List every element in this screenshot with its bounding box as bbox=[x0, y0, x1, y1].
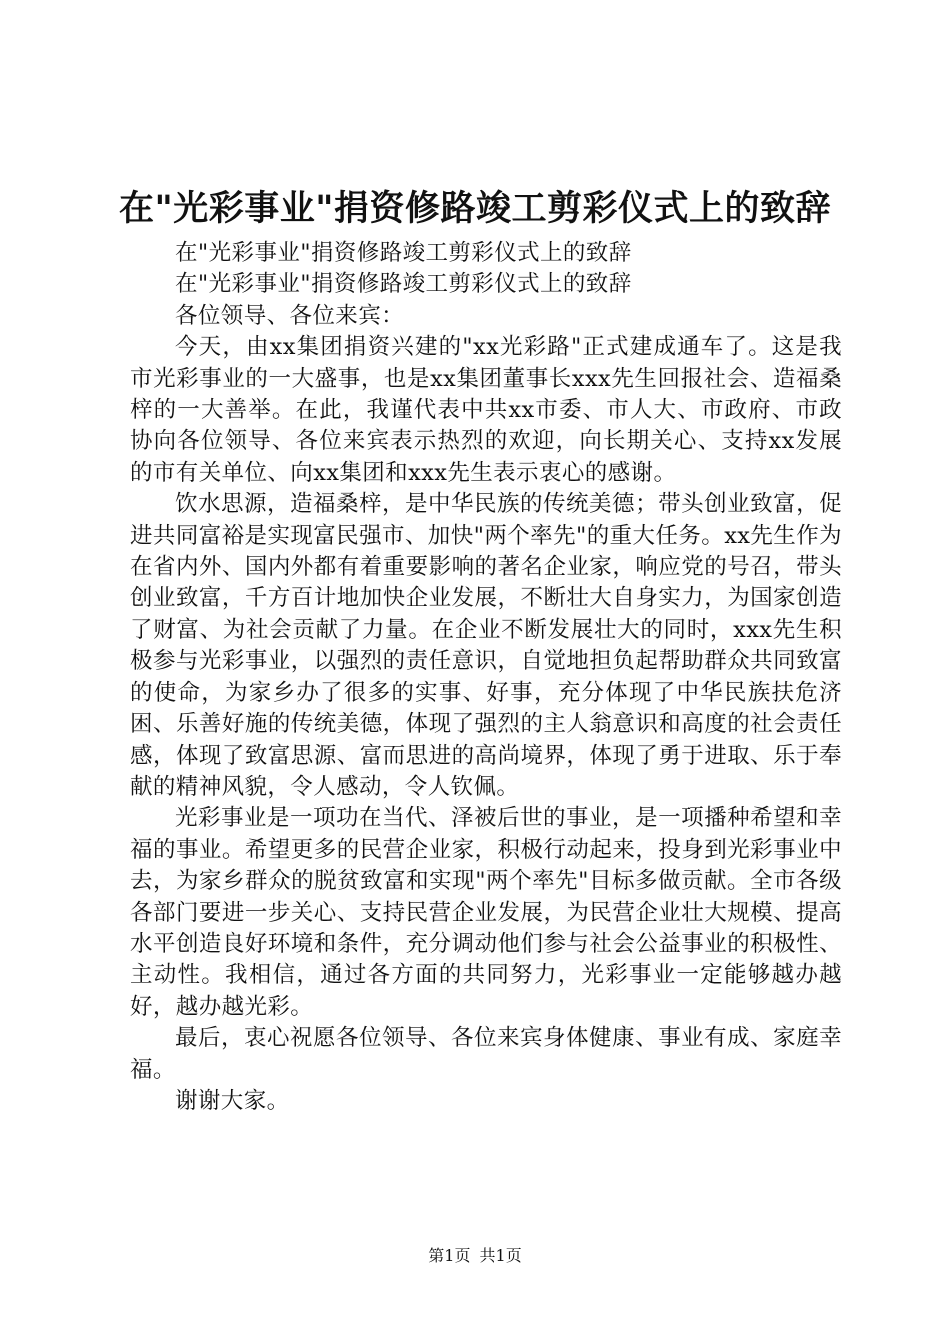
paragraph-virtue: 饮水思源，造福桑梓，是中华民族的传统美德；带头创业致富，促进共同富裕是实现富民强市、加快"两个率先"的重大任务。xx先生作为在省内外、国内外都有着重要影响的著名企业家，响应党的号召，带头创业致富，千方百计地加快企业发展，不断壮大自身实力，为国家创造了财富、为社会贡献了力量。在企业不断发展壮大的同时，xxx先生积极参与光彩事业，以强烈的责任意识，自觉地担负起帮助群众共同致富的使命，为家乡办了很多的实事、好事，充分体现了中华民族扶危济困、乐善好施的传统美德，体现了强烈的主人翁意识和高度的社会责任感，体现了致富思源、富而思进的高尚境界，体现了勇于进取、乐于奉献的精神风貌，令人感动，令人钦佩。 bbox=[130, 491, 842, 800]
paragraph-subtitle-1: 在"光彩事业"捐资修路竣工剪彩仪式上的致辞 bbox=[175, 240, 632, 266]
paragraph-salutation: 各位领导、各位来宾： bbox=[175, 302, 405, 329]
paragraph-thanks: 谢谢大家。 bbox=[175, 1087, 290, 1114]
paragraph-closing-wishes: 最后，衷心祝愿各位领导、各位来宾身体健康、事业有成、家庭幸福。 bbox=[130, 1025, 842, 1083]
document-body bbox=[130, 238, 842, 1117]
paragraph-call-to-action: 光彩事业是一项功在当代、泽被后世的事业，是一项播种希望和幸福的事业。希望更多的民营企业家，积极行动起来，投身到光彩事业中去，为家乡群众的脱贫致富和实现"两个率先"目标多做贡献。全市各级各部门要进一步关心、支持民营企业发展，为民营企业壮大规模、提高水平创造良好环境和条件，充分调动他们参与社会公益事业的积极性、主动性。我相信，通过各方面的共同努力，光彩事业一定能够越办越好，越办越光彩。 bbox=[130, 805, 842, 1020]
paragraph-opening: 今天，由xx集团捐资兴建的"xx光彩路"正式建成通车了。这是我市光彩事业的一大盛事，也是xx集团董事长xxx先生回报社会、造福桑梓的一大善举。在此，我谨代表中共xx市委、市人大、市政府、市政协向各位领导、各位来宾表示热烈的欢迎，向长期关心、支持xx发展的市有关单位、向xx集团和xxx先生表示衷心的感谢。 bbox=[130, 334, 842, 486]
page-footer bbox=[0, 1246, 950, 1266]
page-total: 共1页 bbox=[479, 1246, 522, 1265]
page-number: 第1页 bbox=[428, 1246, 471, 1265]
document-title: 在"光彩事业"捐资修路竣工剪彩仪式上的致辞 bbox=[119, 189, 831, 229]
paragraph-subtitle-2: 在"光彩事业"捐资修路竣工剪彩仪式上的致辞 bbox=[175, 271, 632, 298]
